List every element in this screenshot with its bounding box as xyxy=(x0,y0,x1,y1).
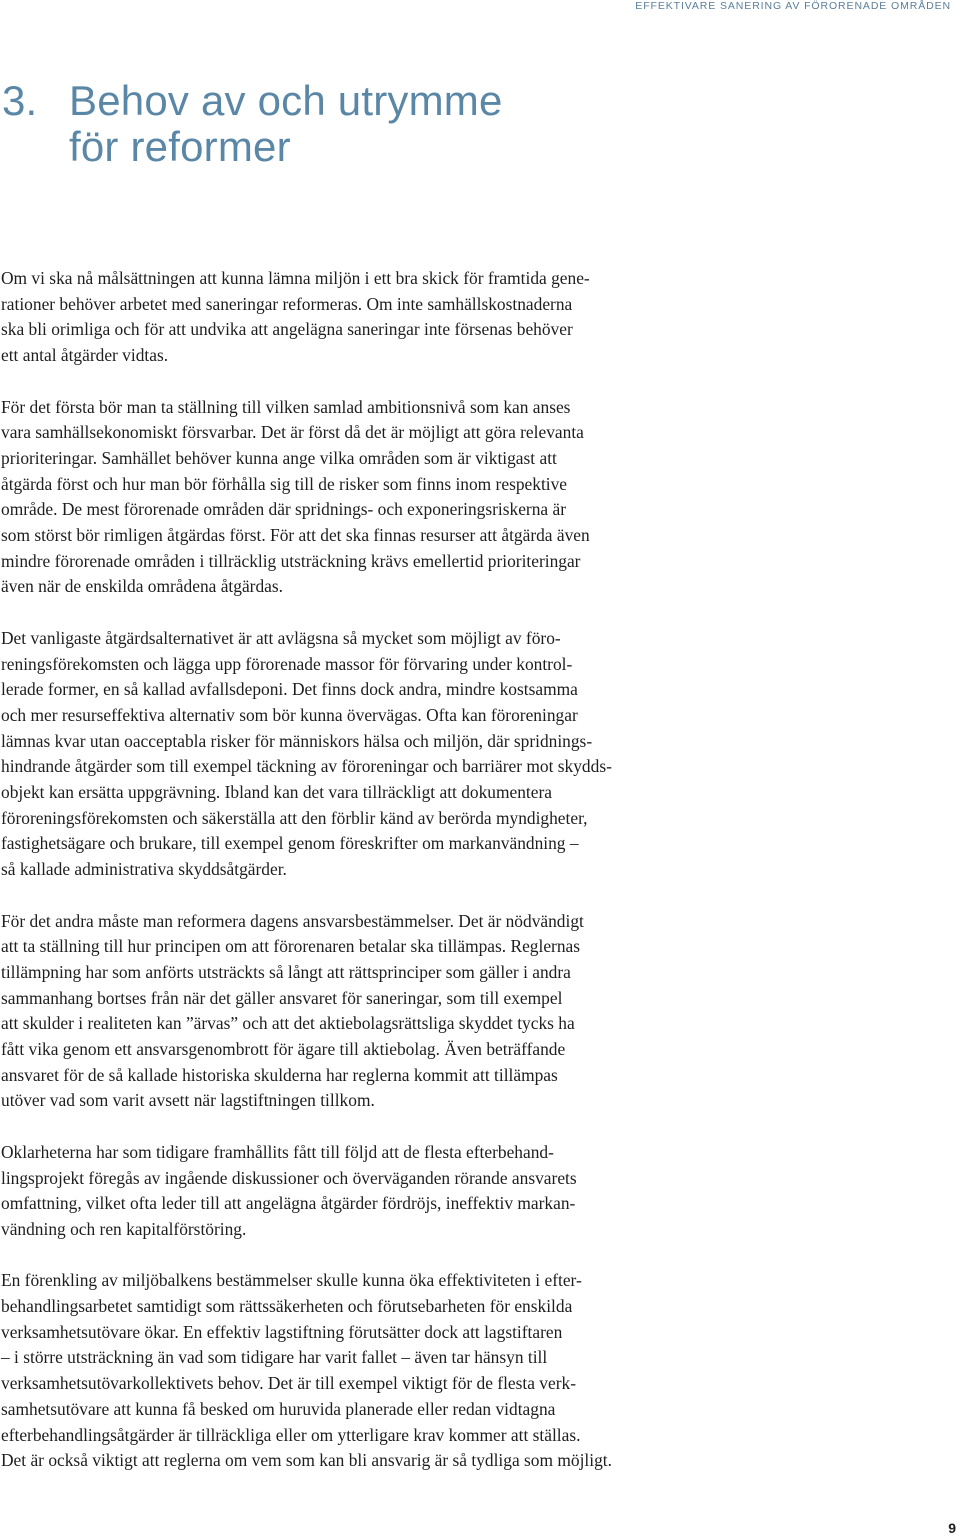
paragraph: Det vanligaste åtgärdsalternativet är att avlägsna så mycket som möjligt av föro- reningsförekomsten och lägga upp förorenade massor för förvaring under kontrol- lerade former, en så kallad avfallsdeponi. Det finns dock andra, mindre kostsamma och mer resurseffektiva alternativ som bör kunna övervägas. Ofta kan föroreningar lämnas kvar utan oacceptabla risker för människors hälsa och miljön, där spridnings- hindrande åtgärder som till exempel täckning av föroreningar och barriärer mot skydds- objekt kan ersätta uppgrävning. Ibland kan det vara tillräckligt att dokumentera föroreningsförekomsten och säkerställa att den förblir känd av berörda myndigheter, fastighetsägare och brukare, till exempel genom föreskrifter om markanvändning – så kallade administrativa skyddsåtgärder. xyxy=(1,627,612,880)
chapter-title-line1: Behov av och utrymme xyxy=(69,77,503,124)
page-number: 9 xyxy=(948,1520,956,1536)
chapter-title-line2: för reformer xyxy=(69,123,291,170)
chapter-title xyxy=(2,78,503,170)
paragraph: En förenkling av miljöbalkens bestämmelser skulle kunna öka effektiviteten i efter- behandlingsarbetet samtidigt som rättssäkerheten och förutsebarheten för enskilda verksamhetsutövare ökar. En effektiv lagstiftning förutsätter dock att lagstiftaren – i större utsträckning än vad som tidigare har varit fallet – även tar hänsyn till verksamhetsutövarkollektivets behov. Det är till exempel viktigt för de flesta verk- samhetsutövare att kunna få besked om huruvida planerade eller redan vidtagna efterbehandlingsåtgärder är tillräckliga eller om ytterligare krav kommer att ställas. Det är också viktigt att reglerna om vem som kan bli ansvarig är så tydliga som möjligt. xyxy=(1,1270,612,1471)
paragraph: Om vi ska nå målsättningen att kunna lämna miljön i ett bra skick för framtida gene- rationer behöver arbetet med saneringar reformeras. Om inte samhällskostnaderna ska bli orimliga och för att undvika att angelägna saneringar inte försenas behöver ett antal åtgärder vidtas. xyxy=(1,268,590,366)
paragraph: För det första bör man ta ställning till vilken samlad ambitionsnivå som kan anses vara samhällsekonomiskt försvarbar. Det är först då det är möjligt att göra relevanta prioriteringar. Samhället behöver kunna ange vilka områden som är viktigast att åtgärda först och hur man bör förhålla sig till de risker som finns inom respektive område. De mest förorenade områden där spridnings- och exponeringsriskerna är som störst bör rimligen åtgärdas först. För att det ska finnas resurser att åtgärda även mindre förorenade områden i tillräcklig utsträckning krävs emellertid prioriteringar även när de enskilda områdena åtgärdas. xyxy=(1,396,590,597)
paragraph: Oklarheterna har som tidigare framhållits fått till följd att de flesta efterbehand- lingsprojekt föregås av ingående diskussioner och överväganden rörande ansvarets omfattning, vilket ofta leder till att angelägna åtgärder fördröjs, ineffektiv markan- vändning och ren kapitalförstöring. xyxy=(1,1141,577,1239)
running-header: EFFEKTIVARE SANERING AV FÖRORENADE OMRÅDEN xyxy=(635,0,951,12)
body-text xyxy=(1,266,746,1500)
paragraph: För det andra måste man reformera dagens ansvarsbestämmelser. Det är nödvändigt att ta ställning till hur principen om att förorenaren betalar ska tillämpas. Reglernas tillämpning har som anförts utsträckts så långt att rättsprinciper som gäller i andra sammanhang bortses från när det gäller ansvaret för saneringar, som till exempel att skulder i realiteten kan ”ärvas” och att det aktiebolagsrättsliga skyddet tycks ha fått vika genom ett ansvarsgenombrott för ägare till aktiebolag. Även beträffande ansvaret för de så kallade historiska skulderna har reglerna kommit att tillämpas utöver vad som varit avsett när lagstiftningen tillkom. xyxy=(1,910,584,1111)
chapter-number: 3. xyxy=(2,77,38,124)
